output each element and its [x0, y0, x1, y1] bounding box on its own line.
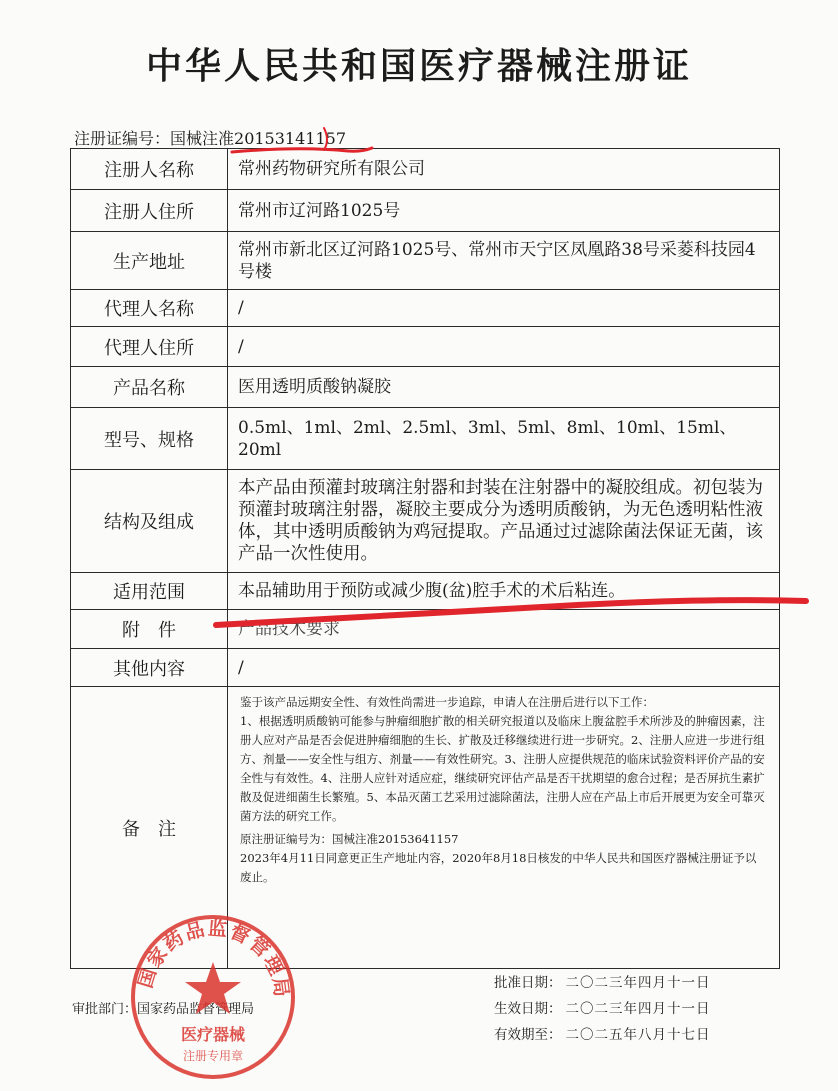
approval-date-label: 批准日期：: [494, 975, 562, 991]
value-agent-address: /: [228, 327, 780, 367]
label-other: 其他内容: [71, 649, 228, 687]
value-registrant-name: 常州药物研究所有限公司: [228, 149, 780, 190]
expiry-date-value: 二〇二五年八月十七日: [565, 1027, 711, 1043]
registration-number-label: 注册证编号：: [74, 129, 171, 148]
label-remarks: 备 注: [71, 687, 228, 969]
label-structure: 结构及组成: [71, 470, 228, 573]
label-agent-address: 代理人住所: [71, 327, 228, 367]
effective-date-label: 生效日期：: [494, 1001, 562, 1017]
approval-department: 审批部门：国家药品监督管理局: [72, 1002, 255, 1017]
value-agent-name: /: [228, 290, 780, 327]
remarks-original-number: 原注册证编号为：国械注准20153641157: [240, 832, 459, 846]
value-other: /: [228, 649, 780, 687]
label-agent-name: 代理人名称: [71, 290, 228, 327]
seal-center-line1: 医疗器械: [180, 1025, 246, 1044]
label-scope: 适用范围: [71, 573, 228, 610]
certificate-title: 中华人民共和国医疗器械注册证: [145, 46, 692, 87]
value-model-spec: 0.5ml、1ml、2ml、2.5ml、3ml、5ml、8ml、10ml、15ml、20ml: [228, 408, 780, 470]
label-production-address: 生产地址: [71, 232, 228, 290]
remarks-items: 1、根据透明质酸钠可能参与肿瘤细胞扩散的相关研究报道以及临床上腹盆腔手术所涉及的肿瘤因素，注册人应对产品是否会促进肿瘤细胞的生长、扩散及迁移继续进行进一步研究。2、注册人应进一步进行组方、剂量——安全性与组方、剂量——有效性研究。3、注册人应提供规范的临床试验资料评价产品的安全性与有效性。4、注册人应针对适应症，继续研究评估产品是否干扰期望的愈合过程；是否屏抗生素扩散及促进细菌生长繁殖。5、本品灭菌工艺采用过滤除菌法，注册人应在产品上市后开展更为安全可靠灭菌方法的研究工作。: [240, 714, 765, 823]
strike-attachment: [216, 600, 806, 625]
value-registrant-address: 常州市辽河路1025号: [228, 190, 780, 232]
star-icon: [185, 962, 241, 1014]
approval-date-value: 二〇二三年四月十一日: [565, 975, 711, 991]
value-structure: 本产品由预灌封玻璃注射器和封装在注射器中的凝胶组成。初包装为预灌封玻璃注射器，凝胶主要成分为透明质酸钠，为无色透明粘性液体，其中透明质酸钠为鸡冠提取。产品通过过滤除菌法保证无菌，该产品一次性使用。: [228, 470, 780, 573]
seal-ring-text: 国家药品监督管理局: [134, 917, 293, 1001]
value-attachment: 产品技术要求: [228, 610, 780, 649]
remarks-intro: 鉴于该产品远期安全性、有效性尚需进一步追踪，申请人在注册后进行以下工作：: [240, 695, 654, 709]
value-product-name: 医用透明质酸钠凝胶: [228, 367, 780, 408]
official-seal: [128, 912, 298, 1082]
label-product-name: 产品名称: [71, 367, 228, 408]
value-production-address: 常州市新北区辽河路1025号、常州市天宁区凤凰路38号采菱科技园4号楼: [228, 232, 780, 290]
registration-number-value: 国械注准20153141157: [170, 129, 346, 148]
label-registrant-name: 注册人名称: [71, 149, 228, 190]
value-scope: 本品辅助用于预防或减少腹(盆)腔手术的术后粘连。: [228, 573, 780, 610]
hook-mark: [324, 128, 327, 150]
label-attachment: 附 件: [71, 610, 228, 649]
expiry-date-label: 有效期至：: [494, 1027, 562, 1043]
underline-reg-number: [232, 148, 372, 152]
label-registrant-address: 注册人住所: [71, 190, 228, 232]
label-model-spec: 型号、规格: [71, 408, 228, 470]
seal-center-line2: 注册专用章: [182, 1049, 244, 1063]
remarks-correction-note: 2023年4月11日同意更正生产地址内容，2020年8月18日核发的中华人民共和国医疗器械注册证予以废止。: [240, 851, 757, 884]
effective-date-value: 二〇二三年四月十一日: [565, 1001, 711, 1017]
